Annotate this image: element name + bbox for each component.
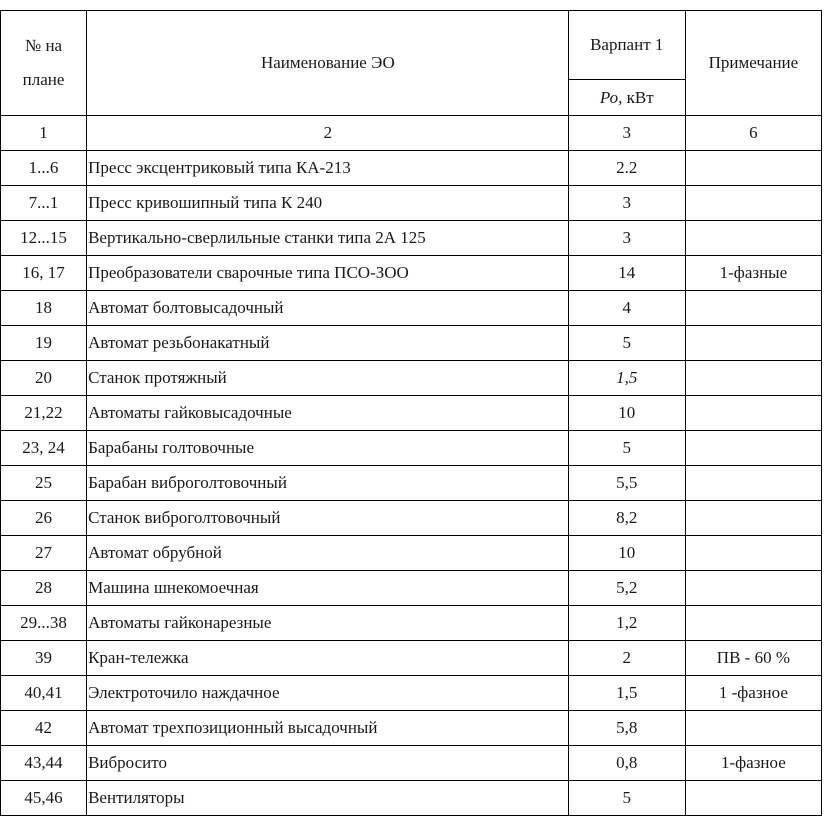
header-variant: Варпант 1 [568,11,685,80]
table-row [1,361,822,396]
header-power-unit: кВт [622,87,654,107]
row-note [685,711,821,746]
row-note [685,781,821,816]
row-power-value: 5 [568,781,685,816]
row-plan-number: 12...15 [1,221,87,256]
row-equipment-name: Автомат обрубной [87,536,569,571]
row-power-value: 3 [568,186,685,221]
row-equipment-name: Барабан виброголтовочный [87,466,569,501]
row-power-value: 1,2 [568,606,685,641]
row-plan-number: 42 [1,711,87,746]
row-note: 1-фазное [685,746,821,781]
table-row [1,501,822,536]
table-row [1,641,822,676]
table-row [1,221,822,256]
row-power-value: 10 [568,536,685,571]
table-row [1,536,822,571]
row-plan-number: 23, 24 [1,431,87,466]
row-plan-number: 21,22 [1,396,87,431]
table-row [1,676,822,711]
row-power-value: 14 [568,256,685,291]
row-power-value: 8,2 [568,501,685,536]
table-row [1,151,822,186]
header-power [568,80,685,116]
column-index-6: 6 [685,116,821,151]
table-row [1,186,822,221]
table-row [1,326,822,361]
row-plan-number: 25 [1,466,87,501]
row-note [685,291,821,326]
row-equipment-name: Станок протяжный [87,361,569,396]
row-equipment-name: Автоматы гайковысадочные [87,396,569,431]
row-equipment-name: Преобразователи сварочные типа ПСО-ЗОО [87,256,569,291]
row-note [685,536,821,571]
row-plan-number: 18 [1,291,87,326]
table-row [1,606,822,641]
row-plan-number: 1...6 [1,151,87,186]
table-row [1,291,822,326]
row-plan-number: 45,46 [1,781,87,816]
column-index-3: 3 [568,116,685,151]
equipment-table [0,10,822,816]
row-equipment-name: Станок виброголтовочный [87,501,569,536]
row-equipment-name: Автомат резьбонакатный [87,326,569,361]
table-row [1,431,822,466]
row-note [685,606,821,641]
row-plan-number: 28 [1,571,87,606]
row-power-value: 5,8 [568,711,685,746]
row-plan-number: 27 [1,536,87,571]
row-note [685,396,821,431]
row-plan-number: 43,44 [1,746,87,781]
row-plan-number: 26 [1,501,87,536]
row-note [685,326,821,361]
header-note: Примечание [685,11,821,116]
table-row [1,256,822,291]
row-equipment-name: Машина шнекомоечная [87,571,569,606]
table-header-row [1,11,822,80]
row-plan-number: 40,41 [1,676,87,711]
table-row [1,466,822,501]
row-equipment-name: Кран-тележка [87,641,569,676]
table-row [1,711,822,746]
row-power-value: 2 [568,641,685,676]
row-power-value: 3 [568,221,685,256]
row-note [685,361,821,396]
row-plan-number: 20 [1,361,87,396]
header-equipment-name: Наименование ЭО [87,11,569,116]
table-row [1,571,822,606]
column-index-row [1,116,822,151]
row-note: 1-фазные [685,256,821,291]
row-note [685,571,821,606]
header-power-symbol: Ро, [599,87,623,107]
table-row [1,781,822,816]
row-note [685,431,821,466]
row-power-value: 5,5 [568,466,685,501]
column-index-2: 2 [87,116,569,151]
header-plan-number-line1: № на [24,36,63,55]
row-note [685,466,821,501]
row-equipment-name: Вертикально-сверлильные станки типа 2А 125 [87,221,569,256]
header-plan-number-line2: плане [22,70,65,89]
row-equipment-name: Пресс кривошипный типа К 240 [87,186,569,221]
table-row [1,396,822,431]
row-power-value: 1,5 [568,676,685,711]
row-equipment-name: Автоматы гайконарезные [87,606,569,641]
column-index-1: 1 [1,116,87,151]
row-plan-number: 7...1 [1,186,87,221]
table-row [1,746,822,781]
row-note [685,501,821,536]
row-power-value: 0,8 [568,746,685,781]
row-power-value: 2.2 [568,151,685,186]
row-power-value: 4 [568,291,685,326]
row-power-value: 5,2 [568,571,685,606]
row-equipment-name: Барабаны голтовочные [87,431,569,466]
row-equipment-name: Вибросито [87,746,569,781]
row-power-value: 1,5 [568,361,685,396]
row-equipment-name: Пресс эксцентриковый типа КА-213 [87,151,569,186]
row-equipment-name: Автомат болтовысадочный [87,291,569,326]
row-power-value: 5 [568,326,685,361]
row-plan-number: 16, 17 [1,256,87,291]
row-equipment-name: Автомат трехпозиционный высадочный [87,711,569,746]
row-note: 1 -фазное [685,676,821,711]
row-equipment-name: Вентиляторы [87,781,569,816]
row-plan-number: 29...38 [1,606,87,641]
row-note [685,221,821,256]
row-note [685,151,821,186]
row-plan-number: 39 [1,641,87,676]
row-equipment-name: Электроточило наждачное [87,676,569,711]
header-plan-number [1,11,87,116]
row-note [685,186,821,221]
row-note: ПВ - 60 % [685,641,821,676]
row-power-value: 5 [568,431,685,466]
row-power-value: 10 [568,396,685,431]
row-plan-number: 19 [1,326,87,361]
